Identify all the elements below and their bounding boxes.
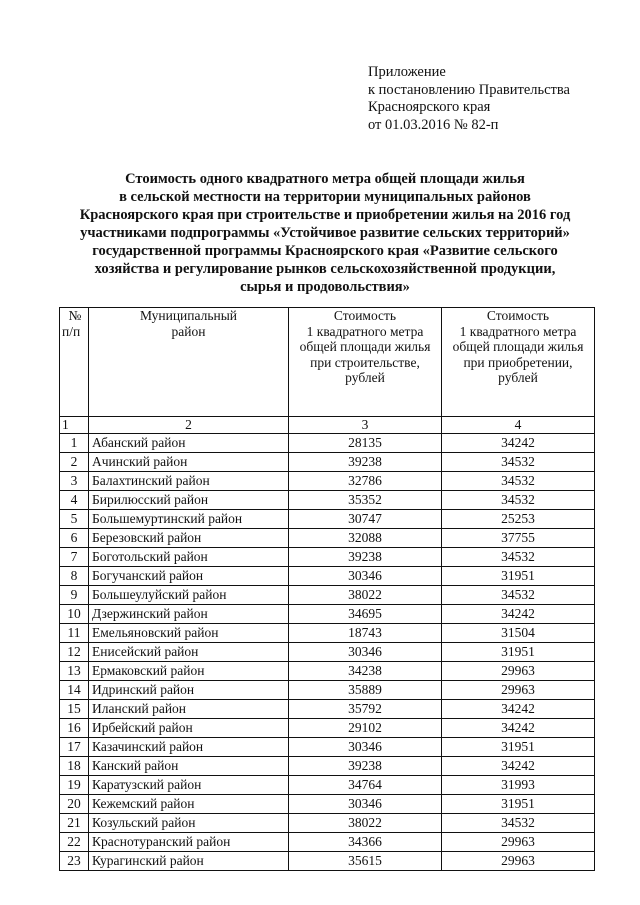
row-number: 6 — [60, 529, 89, 548]
district-name: Казачинский район — [89, 738, 289, 757]
purchase-cost: 34242 — [442, 719, 595, 738]
header-construction — [289, 308, 442, 417]
construction-cost: 30346 — [289, 643, 442, 662]
table-row — [60, 548, 595, 567]
row-number: 12 — [60, 643, 89, 662]
district-name: Большеулуйский район — [89, 586, 289, 605]
construction-cost: 30747 — [289, 510, 442, 529]
district-name: Кежемский район — [89, 795, 289, 814]
row-number: 4 — [60, 491, 89, 510]
annex-line: к постановлению Правительства — [368, 81, 570, 98]
table-row — [60, 814, 595, 833]
purchase-cost: 31951 — [442, 567, 595, 586]
table-row — [60, 586, 595, 605]
document-title — [40, 170, 610, 296]
construction-cost: 34366 — [289, 833, 442, 852]
district-name: Каратузский район — [89, 776, 289, 795]
construction-cost: 34695 — [289, 605, 442, 624]
title-line: Стоимость одного квадратного метра общей площади жилья — [125, 171, 525, 187]
construction-cost: 35352 — [289, 491, 442, 510]
row-number: 14 — [60, 681, 89, 700]
construction-cost: 39238 — [289, 757, 442, 776]
construction-cost: 38022 — [289, 814, 442, 833]
row-number: 8 — [60, 567, 89, 586]
header-purchase-line: рублей — [498, 370, 538, 385]
construction-cost: 30346 — [289, 738, 442, 757]
annex-header — [368, 64, 570, 134]
purchase-cost: 34532 — [442, 586, 595, 605]
column-number: 3 — [289, 417, 442, 434]
cost-table — [59, 307, 595, 871]
purchase-cost: 29963 — [442, 833, 595, 852]
construction-cost: 32088 — [289, 529, 442, 548]
table-header-row — [60, 308, 595, 417]
header-construction-line: 1 квадратного метра — [306, 323, 424, 339]
title-line: в сельской местности на территории муниципальных районов — [119, 189, 531, 205]
purchase-cost: 34532 — [442, 814, 595, 833]
district-name: Канский район — [89, 757, 289, 776]
table-row — [60, 434, 595, 453]
table-row — [60, 700, 595, 719]
district-name: Курагинский район — [89, 852, 289, 871]
district-name: Ачинский район — [89, 453, 289, 472]
row-number: 10 — [60, 605, 89, 624]
table-row — [60, 795, 595, 814]
purchase-cost: 34242 — [442, 434, 595, 453]
district-name: Иланский район — [89, 700, 289, 719]
district-name: Краснотуранский район — [89, 833, 289, 852]
district-name: Богучанский район — [89, 567, 289, 586]
row-number: 15 — [60, 700, 89, 719]
column-number: 2 — [89, 417, 289, 434]
header-district — [89, 308, 289, 417]
construction-cost: 35615 — [289, 852, 442, 871]
purchase-cost: 34242 — [442, 700, 595, 719]
table-row — [60, 757, 595, 776]
district-name: Ирбейский район — [89, 719, 289, 738]
header-purchase-line: при приобретении, — [463, 354, 573, 370]
table-row — [60, 472, 595, 491]
purchase-cost: 31993 — [442, 776, 595, 795]
purchase-cost: 31951 — [442, 738, 595, 757]
purchase-cost: 31951 — [442, 795, 595, 814]
header-purchase-line: Стоимость — [486, 308, 550, 323]
header-construction-line: при строительстве, — [310, 354, 420, 370]
header-district-line: Муниципальный — [139, 308, 238, 323]
title-line: государственной программы Красноярского края «Развитие сельского — [92, 243, 558, 259]
construction-cost: 30346 — [289, 567, 442, 586]
purchase-cost: 25253 — [442, 510, 595, 529]
header-construction-line: рублей — [345, 370, 385, 385]
district-name: Козульский район — [89, 814, 289, 833]
construction-cost: 18743 — [289, 624, 442, 643]
table-row — [60, 833, 595, 852]
table-row — [60, 510, 595, 529]
row-number: 19 — [60, 776, 89, 795]
table-body — [60, 434, 595, 871]
table-row — [60, 605, 595, 624]
column-number: 1 — [60, 417, 89, 434]
district-name: Идринский район — [89, 681, 289, 700]
table-row — [60, 567, 595, 586]
annex-line: Красноярского края — [368, 99, 491, 115]
construction-cost: 35889 — [289, 681, 442, 700]
purchase-cost: 34242 — [442, 605, 595, 624]
title-line: Красноярского края при строительстве и приобретении жилья на 2016 год — [79, 207, 571, 223]
purchase-cost: 34242 — [442, 757, 595, 776]
header-num-line: № — [68, 308, 82, 323]
table-row — [60, 776, 595, 795]
table-row — [60, 453, 595, 472]
district-name: Боготольский район — [89, 548, 289, 567]
table-row — [60, 491, 595, 510]
row-number: 1 — [60, 434, 89, 453]
construction-cost: 28135 — [289, 434, 442, 453]
row-number: 3 — [60, 472, 89, 491]
header-construction-line: общей площади жилья — [299, 339, 431, 354]
construction-cost: 39238 — [289, 548, 442, 567]
purchase-cost: 29963 — [442, 852, 595, 871]
purchase-cost: 31951 — [442, 643, 595, 662]
row-number: 21 — [60, 814, 89, 833]
purchase-cost: 34532 — [442, 453, 595, 472]
construction-cost: 39238 — [289, 453, 442, 472]
header-num — [60, 308, 89, 417]
table-row — [60, 662, 595, 681]
row-number: 16 — [60, 719, 89, 738]
construction-cost: 32786 — [289, 472, 442, 491]
annex-line: от 01.03.2016 № 82-п — [368, 116, 499, 133]
row-number: 22 — [60, 833, 89, 852]
row-number: 18 — [60, 757, 89, 776]
district-name: Дзержинский район — [89, 605, 289, 624]
title-line: хозяйства и регулирование рынков сельскохозяйственной продукции, — [94, 261, 556, 277]
title-line: сырья и продовольствия» — [240, 279, 410, 295]
table-row — [60, 852, 595, 871]
purchase-cost: 34532 — [442, 548, 595, 567]
district-name: Большемуртинский район — [89, 510, 289, 529]
header-num-line: п/п — [62, 323, 81, 339]
district-name: Абанский район — [89, 434, 289, 453]
construction-cost: 30346 — [289, 795, 442, 814]
table-row — [60, 681, 595, 700]
header-purchase-line: общей площади жилья — [452, 339, 584, 354]
table-row — [60, 738, 595, 757]
column-number: 4 — [442, 417, 595, 434]
row-number: 17 — [60, 738, 89, 757]
annex-line: Приложение — [368, 64, 446, 80]
purchase-cost: 29963 — [442, 681, 595, 700]
construction-cost: 34764 — [289, 776, 442, 795]
table-row — [60, 529, 595, 548]
row-number: 23 — [60, 852, 89, 871]
header-district-line: район — [171, 323, 206, 339]
header-purchase — [442, 308, 595, 417]
row-number: 9 — [60, 586, 89, 605]
header-construction-line: Стоимость — [333, 308, 397, 323]
purchase-cost: 37755 — [442, 529, 595, 548]
purchase-cost: 34532 — [442, 491, 595, 510]
row-number: 20 — [60, 795, 89, 814]
purchase-cost: 29963 — [442, 662, 595, 681]
construction-cost: 35792 — [289, 700, 442, 719]
column-number-row — [60, 417, 595, 434]
construction-cost: 29102 — [289, 719, 442, 738]
district-name: Бирилюсский район — [89, 491, 289, 510]
district-name: Ермаковский район — [89, 662, 289, 681]
row-number: 2 — [60, 453, 89, 472]
purchase-cost: 31504 — [442, 624, 595, 643]
table-row — [60, 624, 595, 643]
title-line: участниками подпрограммы «Устойчивое развитие сельских территорий» — [80, 225, 570, 241]
district-name: Емельяновский район — [89, 624, 289, 643]
district-name: Березовский район — [89, 529, 289, 548]
construction-cost: 34238 — [289, 662, 442, 681]
row-number: 5 — [60, 510, 89, 529]
purchase-cost: 34532 — [442, 472, 595, 491]
row-number: 11 — [60, 624, 89, 643]
district-name: Балахтинский район — [89, 472, 289, 491]
table-row — [60, 643, 595, 662]
row-number: 7 — [60, 548, 89, 567]
header-purchase-line: 1 квадратного метра — [459, 323, 577, 339]
construction-cost: 38022 — [289, 586, 442, 605]
district-name: Енисейский район — [89, 643, 289, 662]
table-row — [60, 719, 595, 738]
row-number: 13 — [60, 662, 89, 681]
